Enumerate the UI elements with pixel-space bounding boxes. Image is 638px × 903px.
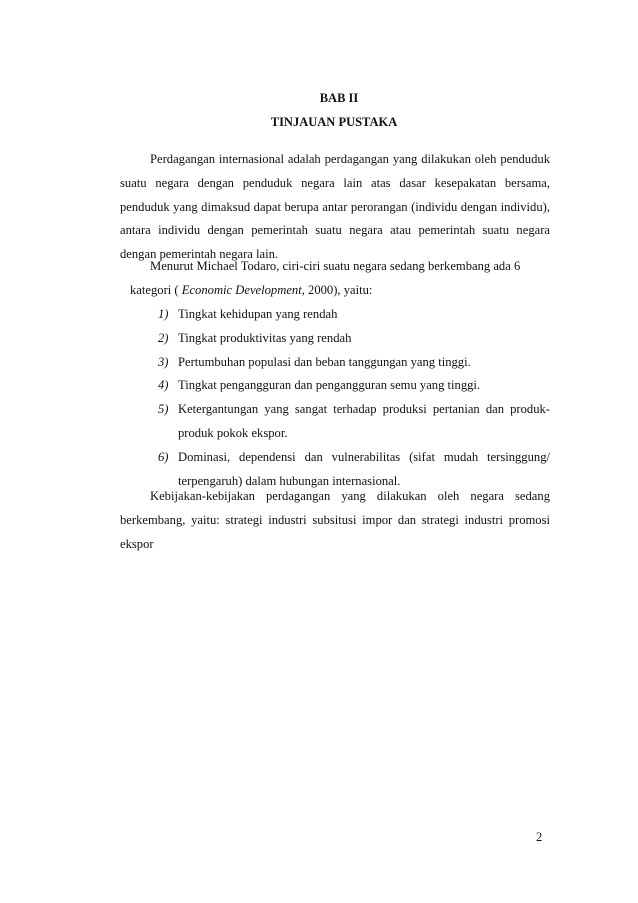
list-item bbox=[158, 303, 550, 327]
list-item-text: Ketergantungan yang sangat terhadap produksi pertanian dan produk-produk pokok ekspor. bbox=[178, 402, 550, 440]
list-number: 2) bbox=[158, 330, 169, 345]
paragraph-2-line-1: Menurut Michael Todaro, ciri-ciri suatu negara sedang berkembang ada 6 bbox=[150, 259, 521, 273]
list-item-text: Dominasi, dependensi dan vulnerabilitas (sifat mudah tersinggung/ terpengaruh) dalam hubungan internasional. bbox=[178, 449, 550, 488]
list-item bbox=[158, 327, 550, 351]
paragraph-3: Kebijakan-kebijakan perdagangan yang dilakukan oleh negara sedang berkembang, yaitu: strategi industri subsitusi impor dan strategi industri promosi ekspor bbox=[120, 489, 550, 551]
characteristics-list bbox=[158, 303, 550, 493]
list-number: 3) bbox=[158, 354, 169, 369]
section-title: TINJAUAN PUSTAKA bbox=[270, 115, 398, 129]
paragraph-2-text-before: kategori ( bbox=[130, 283, 182, 297]
list-number: 1) bbox=[158, 307, 169, 321]
paragraph-2-text-after: , 2000), yaitu: bbox=[301, 283, 373, 297]
book-title: Economic Development bbox=[181, 283, 302, 297]
list-item-text: Tingkat pengangguran dan pengangguran semu yang tinggi. bbox=[178, 378, 481, 393]
page-number: 2 bbox=[536, 830, 543, 844]
list-item bbox=[158, 398, 550, 446]
paragraph-2-line-2 bbox=[130, 279, 550, 303]
paragraph-1: Perdagangan internasional adalah perdagangan yang dilakukan oleh penduduk suatu negara dengan penduduk negara lain atas dasar kesepakatan bersama, penduduk yang dimaksud dapat berupa antar perorangan (individu dengan individu), antara individu dengan pemerintah suatu negara atau pemerintah suatu negara dengan pemerintah negara lain. bbox=[120, 152, 550, 262]
list-item-text: Pertumbuhan populasi dan beban tanggungan yang tinggi. bbox=[178, 354, 471, 369]
list-item bbox=[158, 351, 550, 375]
list-item bbox=[158, 374, 550, 398]
chapter-heading: BAB II bbox=[319, 91, 359, 105]
list-number: 6) bbox=[158, 449, 169, 464]
list-item-text: Tingkat produktivitas yang rendah bbox=[178, 330, 352, 345]
list-number: 5) bbox=[158, 402, 169, 417]
list-item-text: Tingkat kehidupan yang rendah bbox=[178, 307, 338, 321]
list-number: 4) bbox=[158, 378, 169, 393]
